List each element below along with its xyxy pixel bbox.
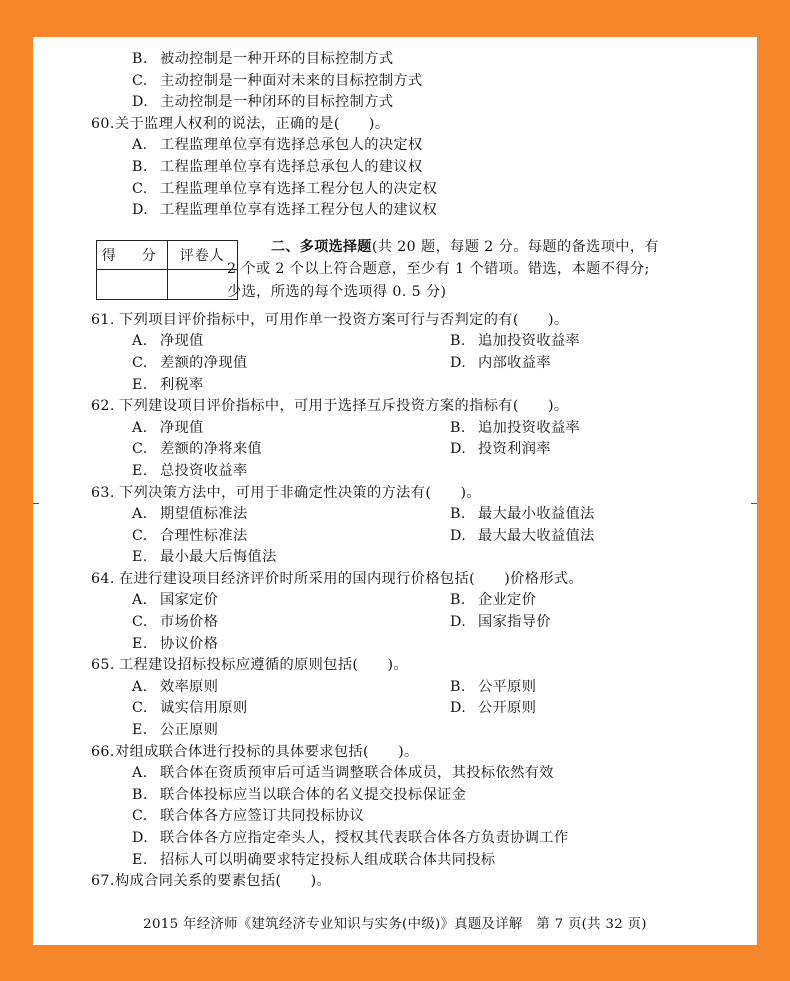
score-table [96,240,238,300]
option-item: B. 被动控制是一种开环的目标控制方式 [132,51,394,67]
question-61: 61. 下列项目评价指标中，可用作单一投资方案可行与否判定的有( )。 [91,311,569,328]
option-row: C. 差额的净现值 D. 内部收益率 [132,354,551,371]
option-row: C. 合理性标准法 D. 最大最大收益值法 [132,527,595,544]
grader-label: 评卷人 [167,241,238,269]
option-item: E. 总投资收益率 [132,462,248,479]
option-item: A. 工程监理单位享有选择总承包人的决定权 [132,137,423,154]
page-content [33,49,757,893]
question-62: 62. 下列建设项目评价指标中，可用于选择互斥投资方案的指标有( )。 [91,398,569,415]
section-instructions: 二、多项选择题(共 20 题，每题 2 分。每题的备选项中，有 2 个或 2 个以上符合题意，至少有 1 个错项。错选，本题不得分; 少选，所选的每个选项得 0. 5 分) [227,238,660,300]
option-item: B. 工程监理单位享有选择总承包人的建议权 [132,158,423,175]
option-item: D. 联合体各方应指定牵头人，授权其代表联合体各方负责协调工作 [132,830,569,846]
section-title: 二、多项选择题 [271,238,372,255]
option-item: C. 工程监理单位享有选择工程分包人的决定权 [132,180,438,197]
option-item: E. 公正原则 [132,722,219,739]
question-67: 67.构成合同关系的要素包括( )。 [91,873,332,890]
option-item: B. 联合体投标应当以联合体的名义提交投标保证金 [132,786,467,803]
option-item: D. 工程监理单位享有选择工程分包人的建议权 [132,202,438,219]
exam-page [33,37,757,945]
option-item: A. 联合体在资质预审后可适当调整联合体成员，其投标依然有效 [132,765,554,782]
option-item: D. 主动控制是一种闭环的目标控制方式 [132,94,394,111]
option-item: C. 主动控制是一种面对未来的目标控制方式 [132,72,423,89]
score-cell [97,270,167,299]
option-item: E. 最小最大后悔值法 [132,549,277,566]
question-64: 64. 在进行建设项目经济评价时所采用的国内现行价格包括( )价格形式。 [91,570,584,587]
score-label: 得 分 [101,247,162,264]
option-row: A. 净现值 B. 追加投资收益率 [132,333,581,350]
option-item: C. 联合体各方应签订共同投标协议 [132,808,365,825]
question-66: 66.对组成联合体进行投标的具体要求包括( )。 [91,743,419,760]
page-footer: 2015 年经济师《建筑经济专业知识与实务(中级)》真题及详解 第 7 页(共 32 页) [143,917,647,932]
option-row: C. 差额的净将来值 D. 投资利润率 [132,441,551,458]
question-65: 65. 工程建设招标投标应遵循的原则包括( )。 [91,657,409,674]
option-row: A. 国家定价 B. 企业定价 [132,592,537,609]
option-item: E. 招标人可以明确要求特定投标人组成联合体共同投标 [132,851,496,868]
option-row: A. 效率原则 B. 公平原则 [132,678,537,695]
section-header [33,236,757,304]
question-63: 63. 下列决策方法中，可用于非确定性决策的方法有( )。 [91,484,481,501]
option-row: C. 市场价格 D. 国家指导价 [132,614,551,631]
option-row: A. 期望值标准法 B. 最大最小收益值法 [132,506,595,523]
option-item: E. 协议价格 [132,635,219,652]
question-60: 60.关于监理人权利的说法，正确的是( )。 [91,115,390,132]
option-row: A. 净现值 B. 追加投资收益率 [132,419,581,436]
option-item: E. 利税率 [132,376,204,393]
option-row: C. 诚实信用原则 D. 公开原则 [132,700,537,717]
